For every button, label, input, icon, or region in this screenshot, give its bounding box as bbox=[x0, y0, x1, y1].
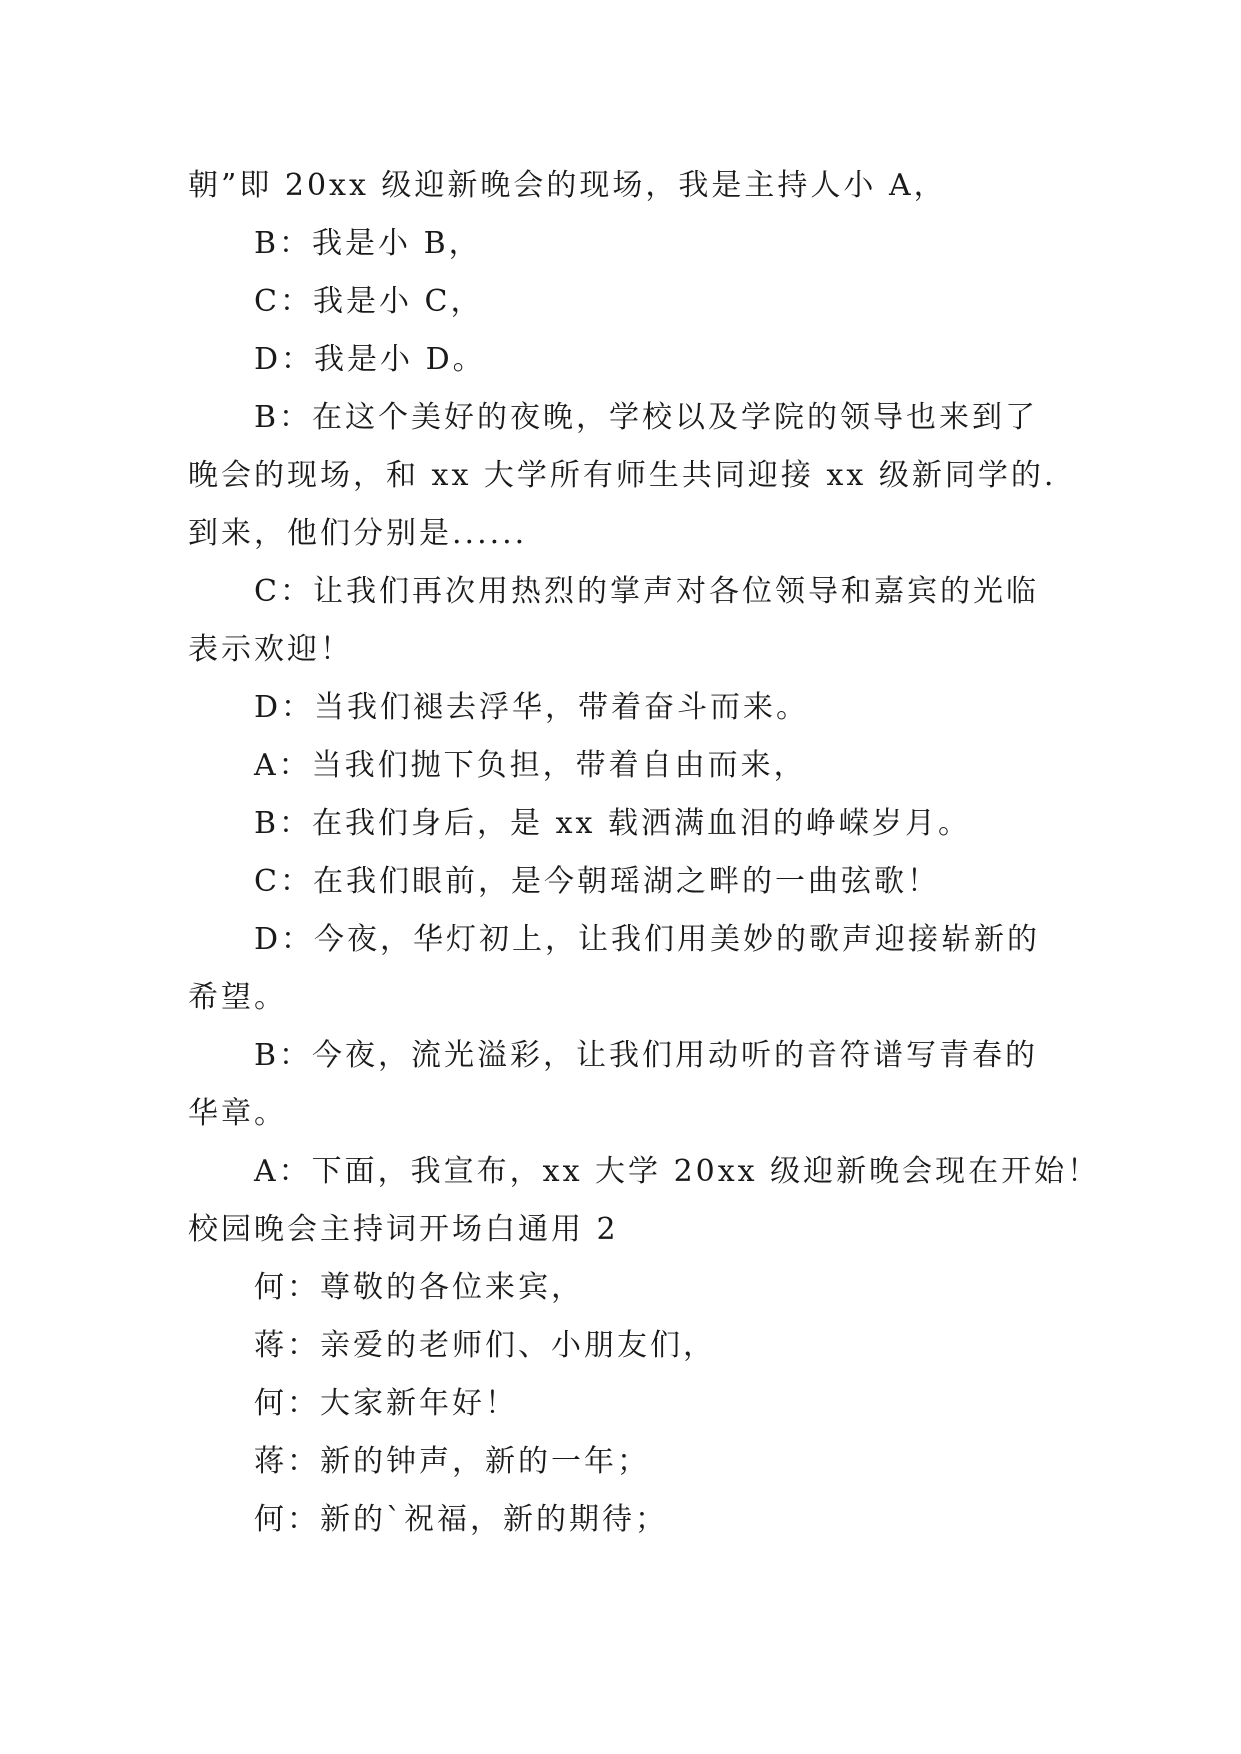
paragraph-line: A：当我们抛下负担，带着自由而来， bbox=[254, 748, 807, 783]
paragraph-line: B：今夜，流光溢彩，让我们用动听的音符谱写青春的 bbox=[254, 1038, 1039, 1073]
paragraph-line: 蒋：亲爱的老师们、小朋友们， bbox=[254, 1328, 716, 1363]
paragraph-line: D：我是小 D。 bbox=[254, 342, 486, 377]
paragraph-line: 蒋：新的钟声，新的一年； bbox=[254, 1444, 650, 1479]
section-heading: 校园晚会主持词开场白通用 2 bbox=[188, 1212, 619, 1247]
paragraph-line: B：我是小 B， bbox=[254, 226, 482, 261]
paragraph-line: 表示欢迎！ bbox=[188, 632, 353, 667]
paragraph-line: A：下面，我宣布，xx 大学 20xx 级迎新晚会现在开始！ bbox=[254, 1154, 1101, 1189]
paragraph-line: 到来，他们分别是...... bbox=[188, 516, 528, 551]
paragraph-line: 希望。 bbox=[188, 980, 287, 1015]
paragraph-line: 华章。 bbox=[188, 1096, 287, 1131]
paragraph-line: 何：新的`祝福，新的期待； bbox=[254, 1502, 668, 1537]
paragraph-line: B：在我们身后，是 xx 载洒满血泪的峥嵘岁月。 bbox=[254, 806, 971, 841]
paragraph-line: C：我是小 C， bbox=[254, 284, 484, 319]
paragraph-line: D：今夜，华灯初上，让我们用美妙的歌声迎接崭新的 bbox=[254, 922, 1041, 957]
paragraph-line: 何：大家新年好！ bbox=[254, 1386, 518, 1421]
paragraph-line: C：在我们眼前，是今朝瑶湖之畔的一曲弦歌！ bbox=[254, 864, 940, 899]
paragraph-line: B：在这个美好的夜晚，学校以及学院的领导也来到了 bbox=[254, 400, 1039, 435]
document-body bbox=[188, 157, 1101, 1549]
paragraph-line: C：让我们再次用热烈的掌声对各位领导和嘉宾的光临 bbox=[254, 574, 1039, 609]
paragraph-line: 何：尊敬的各位来宾， bbox=[254, 1270, 584, 1305]
paragraph-line: D：当我们褪去浮华，带着奋斗而来。 bbox=[254, 690, 810, 725]
paragraph-line: 晚会的现场，和 xx 大学所有师生共同迎接 xx 级新同学的. bbox=[188, 458, 1057, 493]
paragraph-line: 朝”即 20xx 级迎新晚会的现场，我是主持人小 A， bbox=[188, 168, 947, 203]
